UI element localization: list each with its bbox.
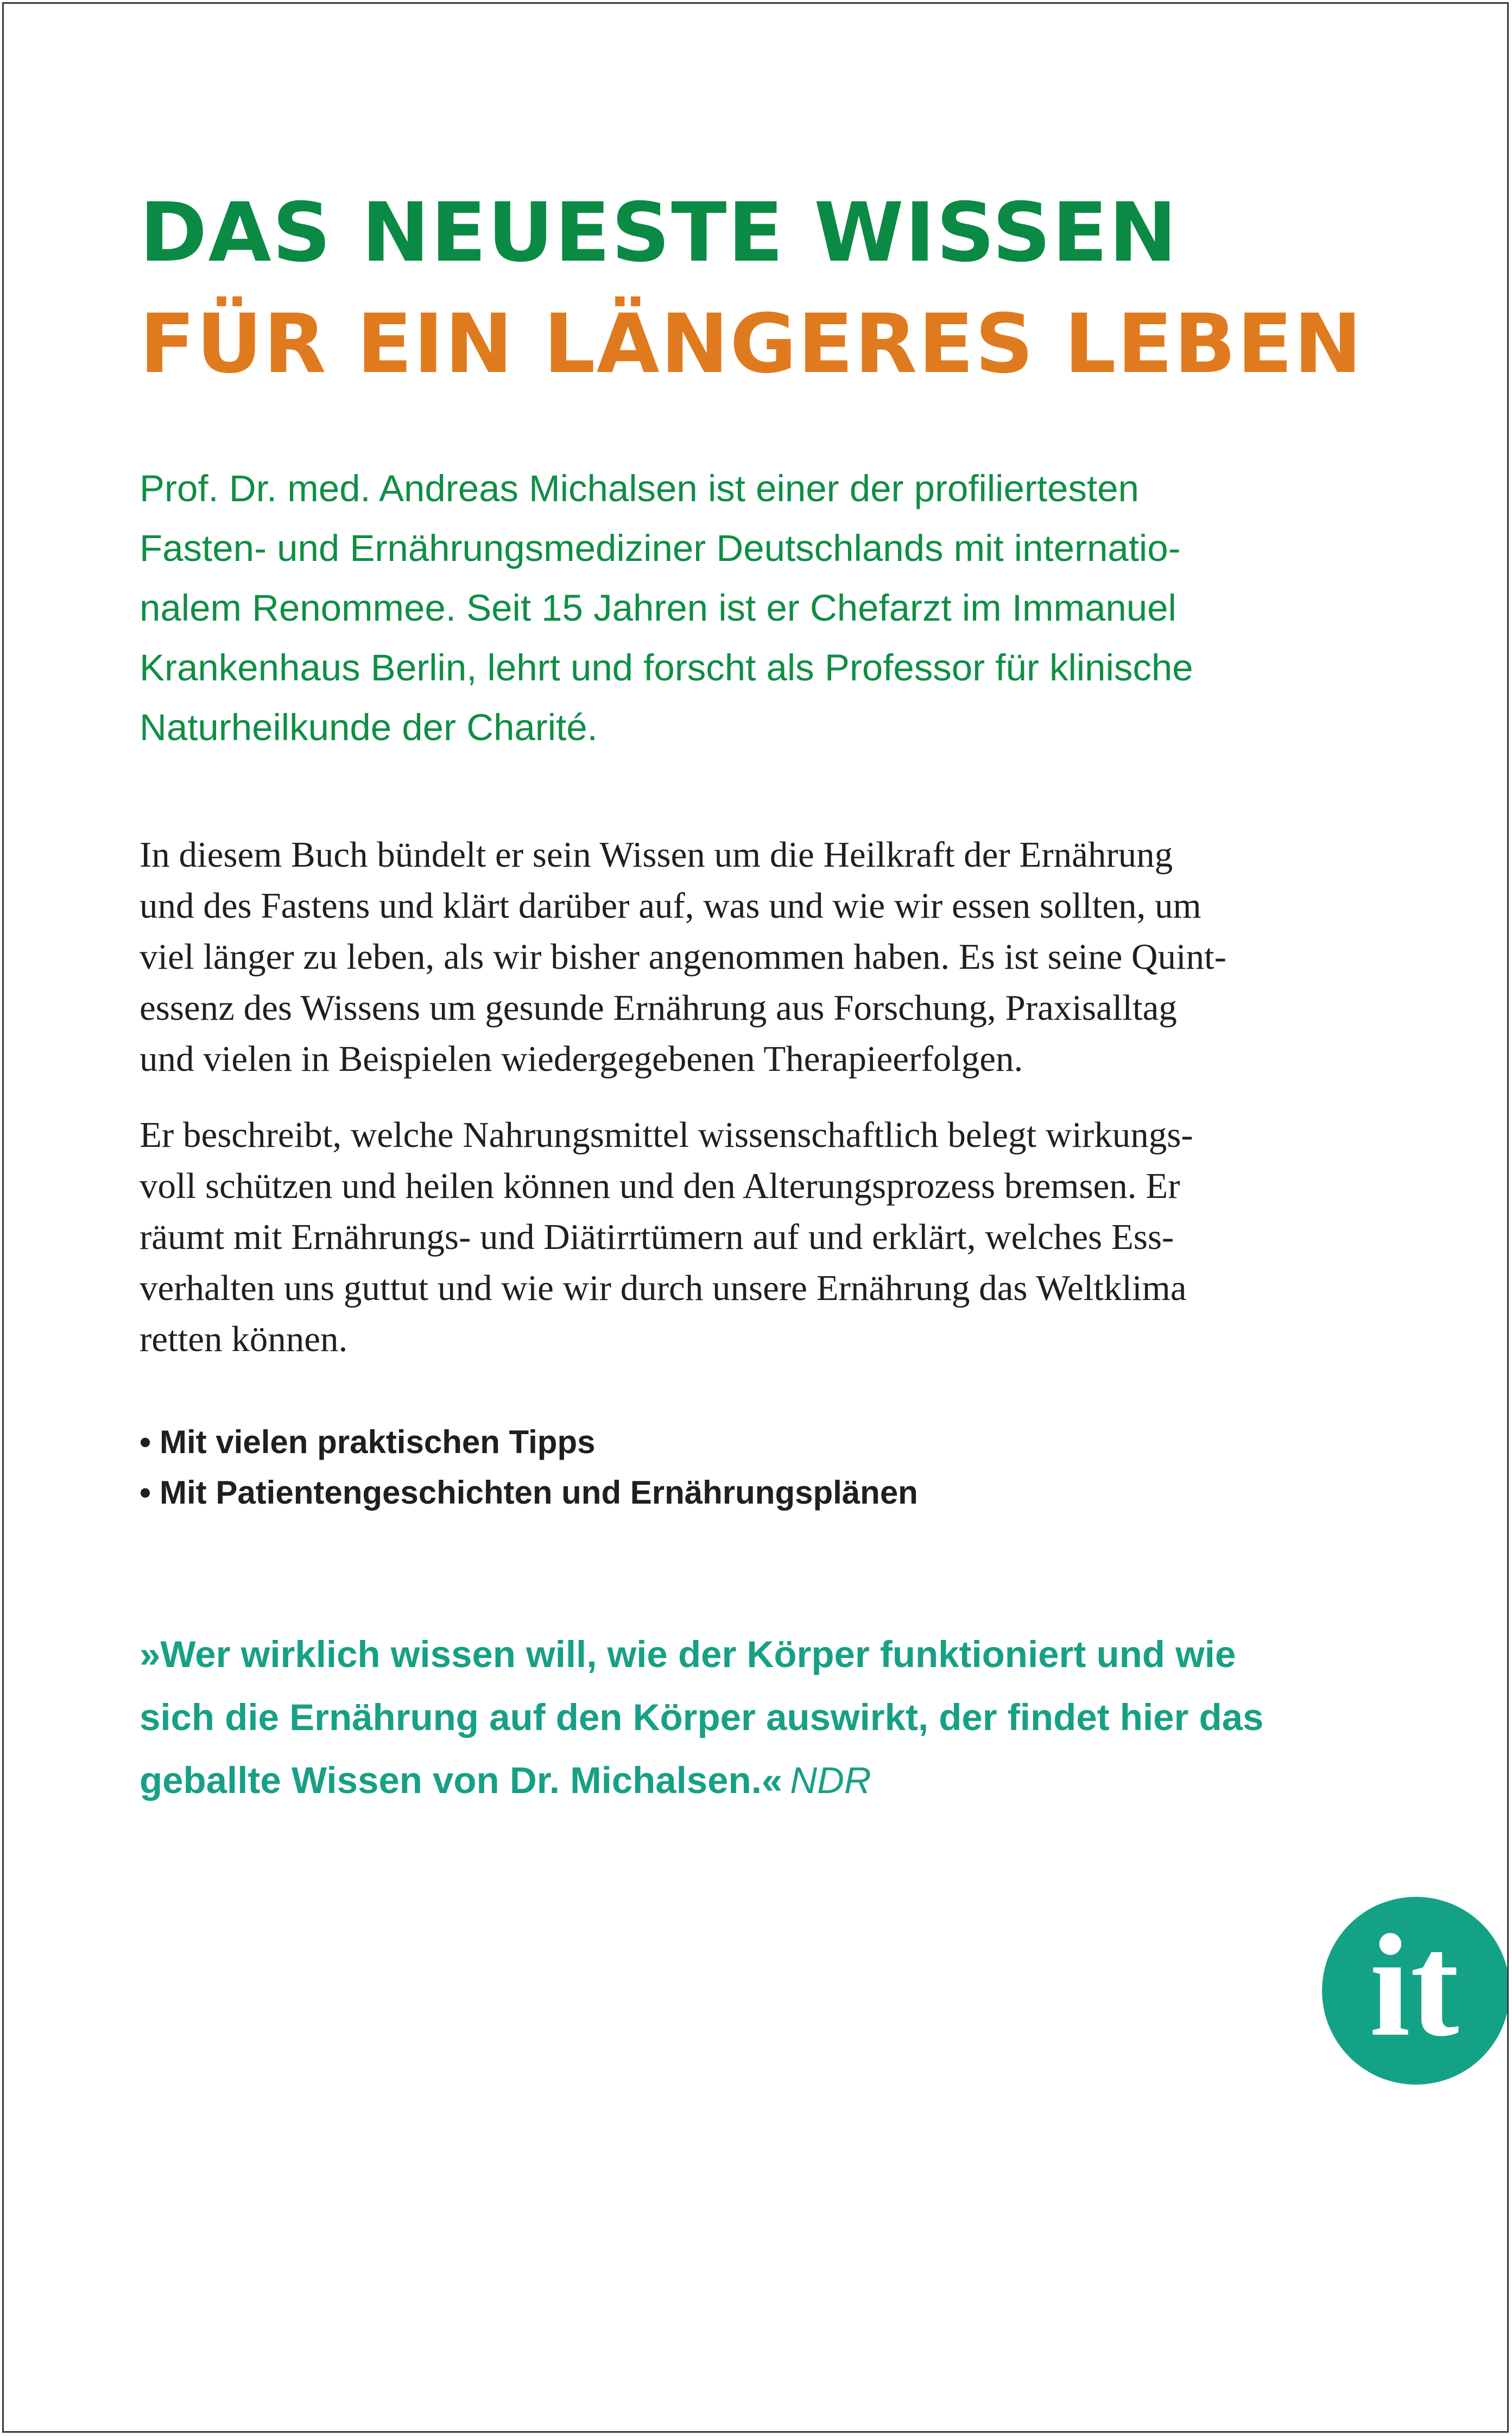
intro-line: Fasten- und Ernährungsmediziner Deutschlands mit internatio- (140, 527, 1181, 569)
description-paragraph-2 (140, 1109, 1405, 1365)
paragraph-line: räumt mit Ernährungs- und Diätirrtümern auf und erklärt, welches Ess- (140, 1217, 1174, 1257)
quote-text: geballte Wissen von Dr. Michalsen.« (140, 1759, 783, 1801)
headline-line-2: FÜR EIN LÄNGERES LEBEN (140, 297, 1363, 392)
paragraph-line: und vielen in Beispielen wiedergegebenen Therapieerfolgen. (140, 1039, 1023, 1079)
headline-line-1: DAS NEUESTE WISSEN (140, 186, 1178, 280)
logo-svg (1322, 1897, 1509, 2085)
quote-line: sich die Ernährung auf den Körper auswirkt, der findet hier das (140, 1696, 1264, 1738)
description-paragraph-1 (140, 829, 1405, 1084)
feature-text: Mit Patientengeschichten und Ernährungsplänen (160, 1474, 918, 1511)
bullet-marker: • (140, 1474, 151, 1511)
logo-text: it (1369, 1904, 1459, 2067)
quote-line: »Wer wirklich wissen will, wie der Körper funktioniert und wie (140, 1633, 1236, 1675)
paragraph-line: In diesem Buch bündelt er sein Wissen um die Heilkraft der Ernährung (140, 835, 1173, 875)
intro-line: Naturheilkunde der Charité. (140, 706, 598, 748)
paragraph-line: Er beschreibt, welche Nahrungsmittel wissenschaftlich belegt wirkungs- (140, 1115, 1193, 1155)
publisher-logo-icon (1322, 1897, 1509, 2085)
paragraph-line: und des Fastens und klärt darüber auf, was und wie wir essen sollten, um (140, 886, 1201, 926)
feature-list-item (140, 1467, 1405, 1518)
quote-source: NDR (790, 1759, 871, 1801)
book-back-cover (2, 2, 1509, 2433)
paragraph-line: viel länger zu leben, als wir bisher angenommen haben. Es ist seine Quint- (140, 937, 1226, 977)
feature-text: Mit vielen praktischen Tipps (160, 1424, 596, 1460)
paragraph-line: voll schützen und heilen können und den Alterungsprozess bremsen. Er (140, 1166, 1180, 1206)
author-intro (140, 459, 1405, 758)
quote-line (140, 1749, 1405, 1812)
feature-list-item (140, 1417, 1405, 1467)
intro-line: Prof. Dr. med. Andreas Michalsen ist einer der profiliertesten (140, 468, 1139, 509)
paragraph-line: retten können. (140, 1319, 348, 1359)
paragraph-line: essenz des Wissens um gesunde Ernährung aus Forschung, Praxisalltag (140, 988, 1177, 1028)
intro-line: nalem Renommee. Seit 15 Jahren ist er Chefarzt im Immanuel (140, 587, 1176, 629)
intro-line: Krankenhaus Berlin, lehrt und forscht als Professor für klinische (140, 647, 1193, 689)
feature-list (140, 1417, 1405, 1518)
paragraph-line: verhalten uns guttut und wie wir durch unsere Ernährung das Weltklima (140, 1268, 1187, 1308)
press-quote (140, 1623, 1405, 1812)
bullet-marker: • (140, 1424, 151, 1460)
